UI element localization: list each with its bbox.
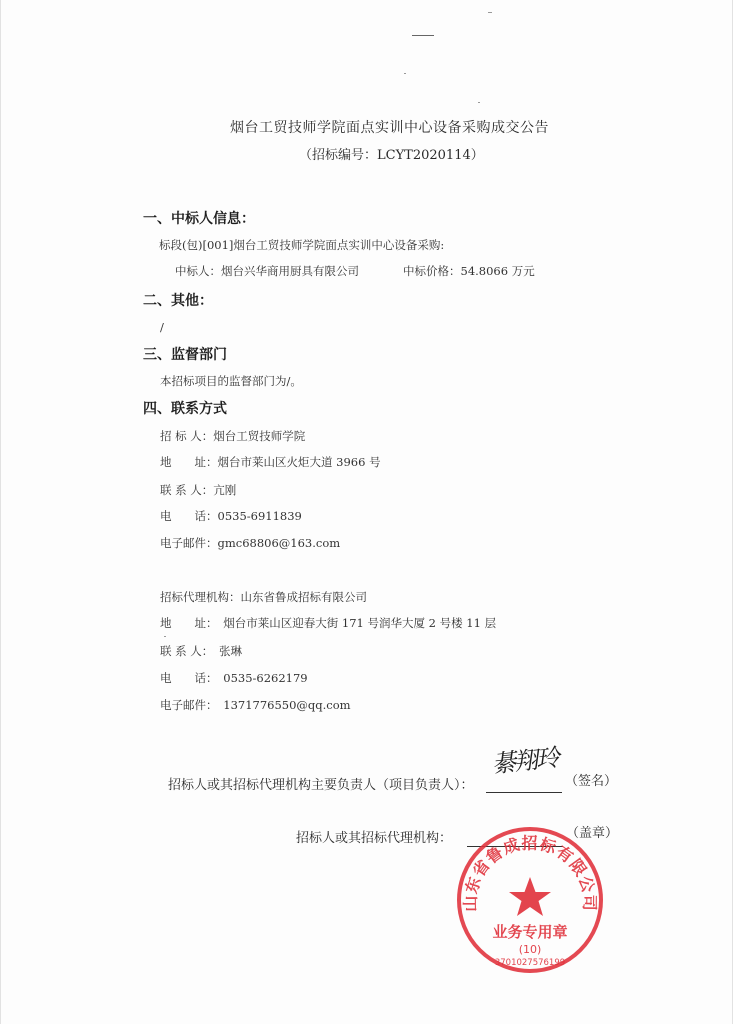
tenderer-name: 招 标 人：烟台工贸技师学院 (160, 429, 306, 443)
scan-speck (164, 636, 166, 637)
agency-address: 地 址： 烟台市莱山区迎春大街 171 号润华大厦 2 号楼 11 层 (160, 616, 497, 630)
scan-speck (478, 102, 480, 103)
seal-number: (10) (518, 943, 542, 956)
heading-other: 二、其他： (143, 293, 213, 309)
lot-line: 标段(包)[001]烟台工贸技师学院面点实训中心设备采购: (159, 238, 445, 252)
document-title: 烟台工贸技师学院面点实训中心设备采购成交公告 (230, 120, 549, 136)
seal-arc-text: 山东省鲁成招标有限公司 (460, 833, 600, 912)
seal-code: 3701027576199 (494, 958, 566, 968)
tenderer-contact-person: 联 系 人：亢刚 (160, 483, 237, 497)
left-edge (0, 0, 1, 1024)
heading-supervision: 三、监督部门 (143, 347, 227, 363)
winner-price: 中标价格：54.8066 万元 (403, 264, 535, 278)
sign-note: （签名） (565, 774, 618, 789)
scan-speck (488, 12, 492, 13)
agency-contact-person: 联 系 人： 张琳 (160, 644, 243, 658)
responsible-person-label: 招标人或其招标代理机构主要负责人（项目负责人）： (168, 778, 474, 793)
winner-name: 中标人：烟台兴华商用厨具有限公司 (175, 264, 359, 278)
bid-number: （招标编号：LCYT2020114） (299, 148, 484, 163)
heading-winner-info: 一、中标人信息： (143, 211, 255, 227)
company-seal (455, 825, 605, 975)
stamp-note: （盖章） (566, 826, 619, 841)
seal-graphic (455, 825, 605, 975)
tenderer-email: 电子邮件：gmc68806@163.com (160, 536, 341, 550)
agency-email: 电子邮件： 1371776550@qq.com (160, 698, 351, 712)
agency-stamp-label: 招标人或其招标代理机构： (296, 831, 453, 846)
seal-star-icon (509, 877, 551, 916)
seal-center-text: 业务专用章 (492, 923, 568, 941)
tenderer-phone: 电 话：0535-6911839 (160, 509, 302, 523)
scan-speck (412, 35, 434, 36)
agency-phone: 电 话： 0535-6262179 (160, 671, 308, 685)
heading-contact: 四、联系方式 (143, 401, 227, 417)
agency-name: 招标代理机构：山东省鲁成招标有限公司 (160, 590, 367, 604)
handwritten-signature: 綦翔玲 (490, 743, 560, 779)
scan-speck (404, 73, 406, 74)
supervision-content: 本招标项目的监督部门为/。 (160, 374, 302, 388)
other-content: / (160, 320, 164, 334)
signature-underline (486, 792, 562, 793)
tenderer-address: 地 址：烟台市莱山区火炬大道 3966 号 (160, 455, 381, 469)
